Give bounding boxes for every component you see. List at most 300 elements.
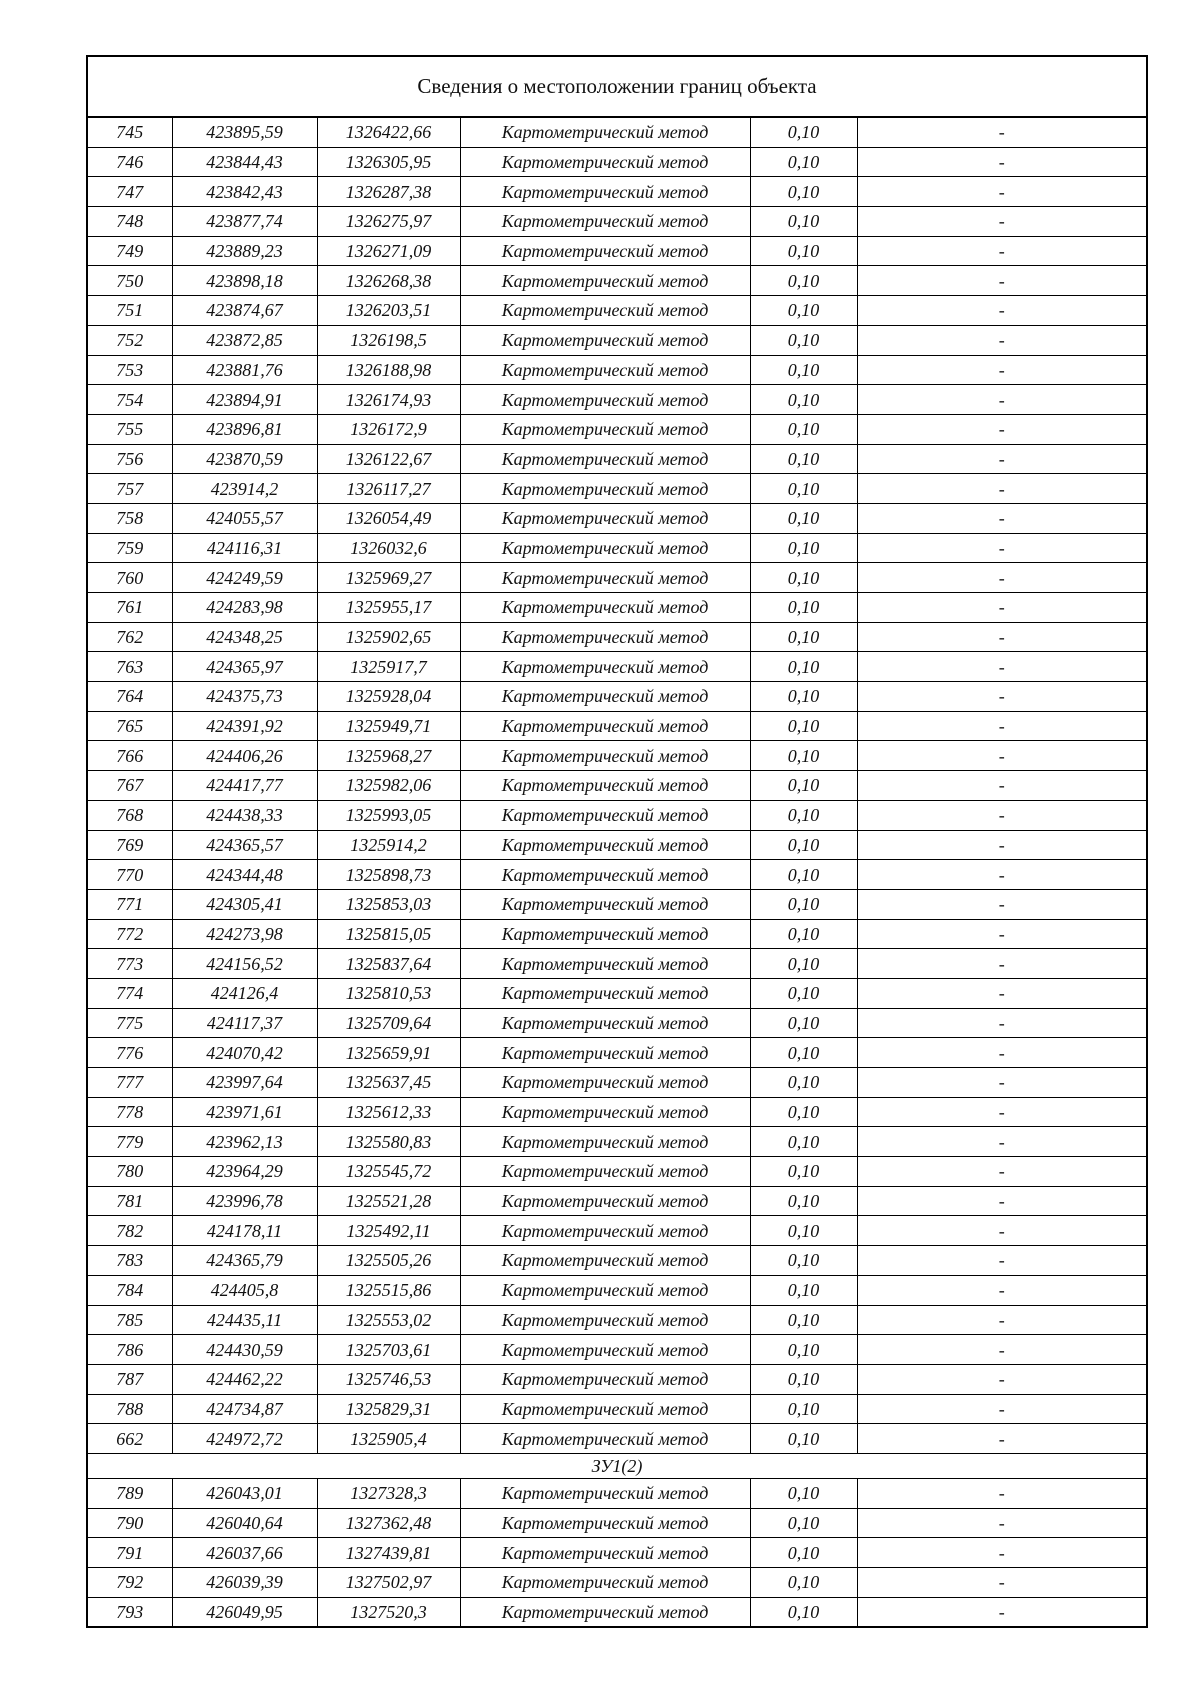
x-coordinate-cell: 423894,91 [172,385,317,415]
accuracy-cell: 0,10 [750,949,857,979]
point-number-cell: 662 [88,1424,172,1454]
table-row [88,1597,1146,1626]
coordinates-table-body [88,118,1146,1626]
accuracy-cell: 0,10 [750,1008,857,1038]
y-coordinate-cell: 1326122,67 [317,444,460,474]
description-cell: - [857,1305,1146,1335]
description-cell: - [857,978,1146,1008]
y-coordinate-cell: 1325659,91 [317,1038,460,1068]
x-coordinate-cell: 424348,25 [172,622,317,652]
method-cell: Картометрический метод [460,414,750,444]
method-cell: Картометрический метод [460,1186,750,1216]
description-cell: - [857,711,1146,741]
table-row [88,1127,1146,1157]
accuracy-cell: 0,10 [750,1568,857,1598]
method-cell: Картометрический метод [460,860,750,890]
accuracy-cell: 0,10 [750,474,857,504]
y-coordinate-cell: 1325837,64 [317,949,460,979]
point-number-cell: 778 [88,1097,172,1127]
method-cell: Картометрический метод [460,1038,750,1068]
y-coordinate-cell: 1326054,49 [317,503,460,533]
description-cell: - [857,1038,1146,1068]
y-coordinate-cell: 1326032,6 [317,533,460,563]
table-row [88,355,1146,385]
y-coordinate-cell: 1325612,33 [317,1097,460,1127]
y-coordinate-cell: 1325553,02 [317,1305,460,1335]
point-number-cell: 771 [88,889,172,919]
y-coordinate-cell: 1325993,05 [317,800,460,830]
method-cell: Картометрический метод [460,474,750,504]
method-cell: Картометрический метод [460,949,750,979]
point-number-cell: 756 [88,444,172,474]
table-row [88,325,1146,355]
x-coordinate-cell: 423842,43 [172,177,317,207]
point-number-cell: 746 [88,147,172,177]
table-title: Сведения о местоположении границ объекта [88,57,1146,118]
table-row [88,1097,1146,1127]
table-row [88,1275,1146,1305]
table-row [88,949,1146,979]
method-cell: Картометрический метод [460,1157,750,1187]
point-number-cell: 790 [88,1508,172,1538]
description-cell: - [857,177,1146,207]
description-cell: - [857,1568,1146,1598]
table-row [88,830,1146,860]
method-cell: Картометрический метод [460,889,750,919]
point-number-cell: 770 [88,860,172,890]
x-coordinate-cell: 424116,31 [172,533,317,563]
accuracy-cell: 0,10 [750,1424,857,1454]
method-cell: Картометрический метод [460,800,750,830]
description-cell: - [857,771,1146,801]
accuracy-cell: 0,10 [750,1597,857,1626]
x-coordinate-cell: 424365,97 [172,652,317,682]
point-number-cell: 760 [88,563,172,593]
x-coordinate-cell: 424283,98 [172,593,317,623]
method-cell: Картометрический метод [460,1508,750,1538]
table-row [88,1038,1146,1068]
accuracy-cell: 0,10 [750,830,857,860]
accuracy-cell: 0,10 [750,1305,857,1335]
table-row [88,622,1146,652]
accuracy-cell: 0,10 [750,1246,857,1276]
table-row [88,1186,1146,1216]
point-number-cell: 787 [88,1364,172,1394]
x-coordinate-cell: 424438,33 [172,800,317,830]
description-cell: - [857,236,1146,266]
y-coordinate-cell: 1326174,93 [317,385,460,415]
method-cell: Картометрический метод [460,1568,750,1598]
accuracy-cell: 0,10 [750,1127,857,1157]
method-cell: Картометрический метод [460,978,750,1008]
x-coordinate-cell: 423877,74 [172,207,317,237]
point-number-cell: 762 [88,622,172,652]
point-number-cell: 786 [88,1335,172,1365]
method-cell: Картометрический метод [460,147,750,177]
description-cell: - [857,563,1146,593]
y-coordinate-cell: 1325917,7 [317,652,460,682]
accuracy-cell: 0,10 [750,860,857,890]
description-cell: - [857,1364,1146,1394]
y-coordinate-cell: 1325580,83 [317,1127,460,1157]
point-number-cell: 769 [88,830,172,860]
method-cell: Картометрический метод [460,236,750,266]
table-row [88,533,1146,563]
accuracy-cell: 0,10 [750,355,857,385]
accuracy-cell: 0,10 [750,533,857,563]
accuracy-cell: 0,10 [750,325,857,355]
point-number-cell: 779 [88,1127,172,1157]
y-coordinate-cell: 1325853,03 [317,889,460,919]
table-row [88,474,1146,504]
x-coordinate-cell: 424055,57 [172,503,317,533]
accuracy-cell: 0,10 [750,919,857,949]
y-coordinate-cell: 1325949,71 [317,711,460,741]
description-cell: - [857,593,1146,623]
y-coordinate-cell: 1325898,73 [317,860,460,890]
point-number-cell: 780 [88,1157,172,1187]
description-cell: - [857,147,1146,177]
table-row [88,563,1146,593]
y-coordinate-cell: 1326198,5 [317,325,460,355]
y-coordinate-cell: 1325637,45 [317,1068,460,1098]
accuracy-cell: 0,10 [750,414,857,444]
y-coordinate-cell: 1325829,31 [317,1394,460,1424]
x-coordinate-cell: 424178,11 [172,1216,317,1246]
method-cell: Картометрический метод [460,1424,750,1454]
description-cell: - [857,1186,1146,1216]
point-number-cell: 776 [88,1038,172,1068]
point-number-cell: 748 [88,207,172,237]
table-row [88,444,1146,474]
method-cell: Картометрический метод [460,711,750,741]
y-coordinate-cell: 1325955,17 [317,593,460,623]
x-coordinate-cell: 424249,59 [172,563,317,593]
table-row [88,207,1146,237]
x-coordinate-cell: 426037,66 [172,1538,317,1568]
y-coordinate-cell: 1327439,81 [317,1538,460,1568]
point-number-cell: 767 [88,771,172,801]
point-number-cell: 766 [88,741,172,771]
description-cell: - [857,325,1146,355]
table-row [88,503,1146,533]
description-cell: - [857,1008,1146,1038]
method-cell: Картометрический метод [460,1068,750,1098]
method-cell: Картометрический метод [460,503,750,533]
y-coordinate-cell: 1325914,2 [317,830,460,860]
table-row [88,1246,1146,1276]
y-coordinate-cell: 1326172,9 [317,414,460,444]
description-cell: - [857,652,1146,682]
table-row [88,1538,1146,1568]
table-row [88,919,1146,949]
x-coordinate-cell: 423962,13 [172,1127,317,1157]
x-coordinate-cell: 424273,98 [172,919,317,949]
x-coordinate-cell: 424417,77 [172,771,317,801]
y-coordinate-cell: 1325515,86 [317,1275,460,1305]
accuracy-cell: 0,10 [750,1335,857,1365]
point-number-cell: 747 [88,177,172,207]
accuracy-cell: 0,10 [750,1508,857,1538]
method-cell: Картометрический метод [460,355,750,385]
point-number-cell: 774 [88,978,172,1008]
y-coordinate-cell: 1325969,27 [317,563,460,593]
description-cell: - [857,1394,1146,1424]
point-number-cell: 793 [88,1597,172,1626]
x-coordinate-cell: 423914,2 [172,474,317,504]
accuracy-cell: 0,10 [750,1478,857,1508]
method-cell: Картометрический метод [460,1394,750,1424]
point-number-cell: 783 [88,1246,172,1276]
y-coordinate-cell: 1326188,98 [317,355,460,385]
method-cell: Картометрический метод [460,593,750,623]
point-number-cell: 789 [88,1478,172,1508]
accuracy-cell: 0,10 [750,978,857,1008]
y-coordinate-cell: 1325905,4 [317,1424,460,1454]
point-number-cell: 785 [88,1305,172,1335]
y-coordinate-cell: 1326305,95 [317,147,460,177]
description-cell: - [857,830,1146,860]
y-coordinate-cell: 1325703,61 [317,1335,460,1365]
accuracy-cell: 0,10 [750,1097,857,1127]
description-cell: - [857,207,1146,237]
accuracy-cell: 0,10 [750,741,857,771]
accuracy-cell: 0,10 [750,1538,857,1568]
accuracy-cell: 0,10 [750,118,857,147]
description-cell: - [857,266,1146,296]
x-coordinate-cell: 424126,4 [172,978,317,1008]
x-coordinate-cell: 424305,41 [172,889,317,919]
x-coordinate-cell: 424070,42 [172,1038,317,1068]
method-cell: Картометрический метод [460,1364,750,1394]
point-number-cell: 757 [88,474,172,504]
x-coordinate-cell: 426043,01 [172,1478,317,1508]
description-cell: - [857,1478,1146,1508]
description-cell: - [857,800,1146,830]
x-coordinate-cell: 423872,85 [172,325,317,355]
method-cell: Картометрический метод [460,118,750,147]
accuracy-cell: 0,10 [750,1394,857,1424]
accuracy-cell: 0,10 [750,889,857,919]
table-row [88,1478,1146,1508]
point-number-cell: 758 [88,503,172,533]
accuracy-cell: 0,10 [750,652,857,682]
point-number-cell: 750 [88,266,172,296]
description-cell: - [857,1508,1146,1538]
description-cell: - [857,118,1146,147]
description-cell: - [857,444,1146,474]
method-cell: Картометрический метод [460,444,750,474]
table-row [88,652,1146,682]
x-coordinate-cell: 423996,78 [172,1186,317,1216]
table-row [88,711,1146,741]
y-coordinate-cell: 1325982,06 [317,771,460,801]
x-coordinate-cell: 424430,59 [172,1335,317,1365]
point-number-cell: 782 [88,1216,172,1246]
method-cell: Картометрический метод [460,296,750,326]
method-cell: Картометрический метод [460,563,750,593]
y-coordinate-cell: 1327502,97 [317,1568,460,1598]
method-cell: Картометрический метод [460,1127,750,1157]
description-cell: - [857,1157,1146,1187]
point-number-cell: 751 [88,296,172,326]
accuracy-cell: 0,10 [750,1038,857,1068]
method-cell: Картометрический метод [460,1008,750,1038]
x-coordinate-cell: 424435,11 [172,1305,317,1335]
y-coordinate-cell: 1326117,27 [317,474,460,504]
table-row [88,177,1146,207]
table-row [88,118,1146,147]
description-cell: - [857,355,1146,385]
x-coordinate-cell: 424405,8 [172,1275,317,1305]
x-coordinate-cell: 423889,23 [172,236,317,266]
accuracy-cell: 0,10 [750,711,857,741]
y-coordinate-cell: 1325492,11 [317,1216,460,1246]
point-number-cell: 775 [88,1008,172,1038]
coordinates-table [88,118,1146,1626]
accuracy-cell: 0,10 [750,771,857,801]
description-cell: - [857,1127,1146,1157]
point-number-cell: 781 [88,1186,172,1216]
point-number-cell: 745 [88,118,172,147]
accuracy-cell: 0,10 [750,207,857,237]
description-cell: - [857,296,1146,326]
accuracy-cell: 0,10 [750,622,857,652]
accuracy-cell: 0,10 [750,177,857,207]
point-number-cell: 752 [88,325,172,355]
description-cell: - [857,1335,1146,1365]
table-row [88,236,1146,266]
description-cell: - [857,414,1146,444]
method-cell: Картометрический метод [460,741,750,771]
point-number-cell: 784 [88,1275,172,1305]
table-row [88,1008,1146,1038]
x-coordinate-cell: 424375,73 [172,682,317,712]
point-number-cell: 755 [88,414,172,444]
x-coordinate-cell: 424391,92 [172,711,317,741]
accuracy-cell: 0,10 [750,1364,857,1394]
table-row [88,296,1146,326]
method-cell: Картометрический метод [460,652,750,682]
accuracy-cell: 0,10 [750,593,857,623]
table-row [88,1157,1146,1187]
x-coordinate-cell: 424365,79 [172,1246,317,1276]
y-coordinate-cell: 1327328,3 [317,1478,460,1508]
point-number-cell: 791 [88,1538,172,1568]
y-coordinate-cell: 1327520,3 [317,1597,460,1626]
method-cell: Картометрический метод [460,325,750,355]
description-cell: - [857,1216,1146,1246]
table-row [88,385,1146,415]
table-row [88,978,1146,1008]
point-number-cell: 761 [88,593,172,623]
method-cell: Картометрический метод [460,1538,750,1568]
accuracy-cell: 0,10 [750,800,857,830]
method-cell: Картометрический метод [460,1275,750,1305]
point-number-cell: 765 [88,711,172,741]
table-row [88,414,1146,444]
x-coordinate-cell: 424734,87 [172,1394,317,1424]
accuracy-cell: 0,10 [750,296,857,326]
y-coordinate-cell: 1326287,38 [317,177,460,207]
accuracy-cell: 0,10 [750,444,857,474]
method-cell: Картометрический метод [460,266,750,296]
method-cell: Картометрический метод [460,385,750,415]
table-row [88,147,1146,177]
point-number-cell: 754 [88,385,172,415]
x-coordinate-cell: 423971,61 [172,1097,317,1127]
point-number-cell: 773 [88,949,172,979]
description-cell: - [857,474,1146,504]
table-row [88,593,1146,623]
table-row [88,889,1146,919]
x-coordinate-cell: 424462,22 [172,1364,317,1394]
y-coordinate-cell: 1326268,38 [317,266,460,296]
section-label: ЗУ1(2) [88,1453,1146,1478]
description-cell: - [857,1597,1146,1626]
table-row [88,1508,1146,1538]
description-cell: - [857,741,1146,771]
method-cell: Картометрический метод [460,177,750,207]
x-coordinate-cell: 426040,64 [172,1508,317,1538]
y-coordinate-cell: 1325545,72 [317,1157,460,1187]
y-coordinate-cell: 1325815,05 [317,919,460,949]
y-coordinate-cell: 1327362,48 [317,1508,460,1538]
description-cell: - [857,503,1146,533]
table-row [88,1364,1146,1394]
table-row [88,1216,1146,1246]
point-number-cell: 788 [88,1394,172,1424]
point-number-cell: 772 [88,919,172,949]
description-cell: - [857,533,1146,563]
method-cell: Картометрический метод [460,1597,750,1626]
x-coordinate-cell: 424117,37 [172,1008,317,1038]
method-cell: Картометрический метод [460,622,750,652]
y-coordinate-cell: 1325709,64 [317,1008,460,1038]
y-coordinate-cell: 1326422,66 [317,118,460,147]
description-cell: - [857,860,1146,890]
point-number-cell: 792 [88,1568,172,1598]
method-cell: Картометрический метод [460,1246,750,1276]
x-coordinate-cell: 423874,67 [172,296,317,326]
y-coordinate-cell: 1325746,53 [317,1364,460,1394]
x-coordinate-cell: 424156,52 [172,949,317,979]
accuracy-cell: 0,10 [750,266,857,296]
method-cell: Картометрический метод [460,1335,750,1365]
table-row [88,1305,1146,1335]
accuracy-cell: 0,10 [750,385,857,415]
accuracy-cell: 0,10 [750,1275,857,1305]
accuracy-cell: 0,10 [750,563,857,593]
description-cell: - [857,949,1146,979]
point-number-cell: 763 [88,652,172,682]
y-coordinate-cell: 1325928,04 [317,682,460,712]
y-coordinate-cell: 1325902,65 [317,622,460,652]
description-cell: - [857,889,1146,919]
table-row [88,1424,1146,1454]
description-cell: - [857,622,1146,652]
x-coordinate-cell: 423881,76 [172,355,317,385]
table-row [88,1068,1146,1098]
boundary-table-sheet [86,55,1148,1628]
method-cell: Картометрический метод [460,682,750,712]
point-number-cell: 777 [88,1068,172,1098]
y-coordinate-cell: 1326271,09 [317,236,460,266]
description-cell: - [857,919,1146,949]
accuracy-cell: 0,10 [750,1186,857,1216]
description-cell: - [857,1068,1146,1098]
x-coordinate-cell: 426049,95 [172,1597,317,1626]
